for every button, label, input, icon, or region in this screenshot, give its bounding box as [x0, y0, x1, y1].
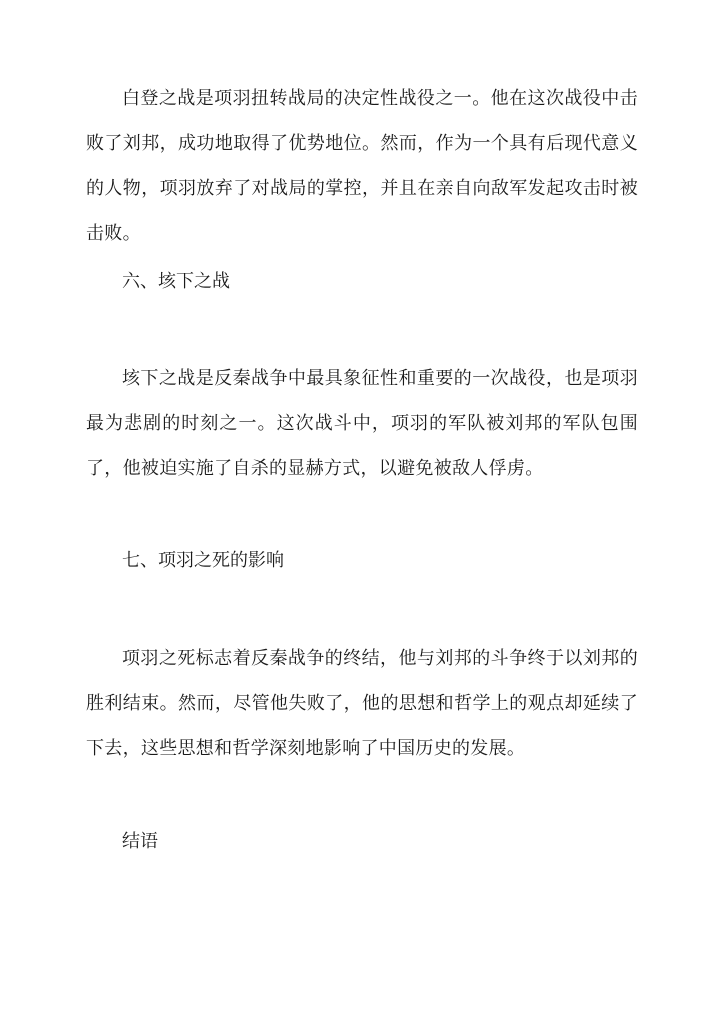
section-heading-death-impact: 七、项羽之死的影响: [122, 550, 284, 571]
paragraph-gaixia-battle: 垓下之战是反秦战争中最具象征性和重要的一次战役，也是项羽最为悲剧的时刻之一。这次战斗中，项羽的军队被刘邦的军队包围了，他被迫实施了自杀的显赫方式，以避免被敌人俘虏。: [86, 368, 638, 479]
section-heading-gaixia: 六、垓下之战: [122, 271, 230, 292]
paragraph-baideng-battle: 白登之战是项羽扭转战局的决定性战役之一。他在这次战役中击败了刘邦，成功地取得了优势地位。然而，作为一个具有后现代意义的人物，项羽放弃了对战局的掌控，并且在亲自向敌军发起攻击时被击败。: [86, 88, 638, 244]
paragraph-death-impact: 项羽之死标志着反秦战争的终结，他与刘邦的斗争终于以刘邦的胜利结束。然而，尽管他失败了，他的思想和哲学上的观点却延续了下去，这些思想和哲学深刻地影响了中国历史的发展。: [86, 648, 638, 759]
section-heading-conclusion: 结语: [122, 831, 158, 852]
